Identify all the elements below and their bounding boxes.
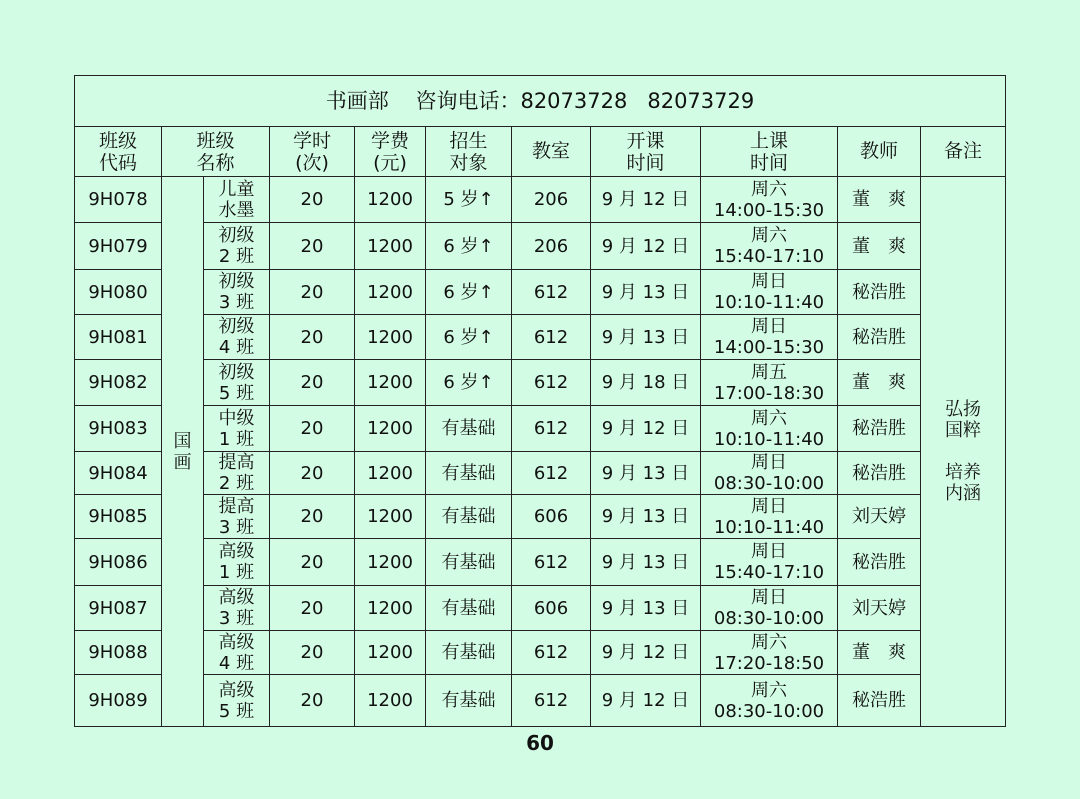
cell-target: 有基础 <box>426 586 512 631</box>
cell-hours: 20 <box>270 452 355 495</box>
cell-room: 612 <box>512 631 591 675</box>
table-row <box>75 631 1006 675</box>
page-number: 60 <box>526 731 554 755</box>
cell-start: 9 月 13 日 <box>591 452 701 495</box>
cell-code: 9H085 <box>75 495 162 539</box>
table-row <box>75 539 1006 586</box>
cell-room: 612 <box>512 452 591 495</box>
cell-teacher: 秘浩胜 <box>838 315 921 360</box>
cell-hours: 20 <box>270 177 355 223</box>
cell-name: 提高 2 班 <box>204 452 270 495</box>
cell-code: 9H078 <box>75 177 162 223</box>
cell-target: 5 岁↑ <box>426 177 512 223</box>
cell-target: 6 岁↑ <box>426 223 512 270</box>
table-row <box>75 315 1006 360</box>
col-header-remark: 备注 <box>921 127 1006 177</box>
cell-room: 612 <box>512 675 591 727</box>
cell-code: 9H084 <box>75 452 162 495</box>
cell-fee: 1200 <box>355 586 426 631</box>
cell-target: 6 岁↑ <box>426 360 512 406</box>
cell-start: 9 月 13 日 <box>591 315 701 360</box>
cell-hours: 20 <box>270 270 355 315</box>
col-header-room: 教室 <box>512 127 591 177</box>
col-header-name: 班级 名称 <box>162 127 270 177</box>
cell-name: 儿童 水墨 <box>204 177 270 223</box>
cell-time: 周六 15:40-17:10 <box>701 223 838 270</box>
cell-start: 9 月 12 日 <box>591 675 701 727</box>
table-row <box>75 452 1006 495</box>
cell-teacher: 董 爽 <box>838 223 921 270</box>
cell-teacher: 秘浩胜 <box>838 406 921 452</box>
cell-code: 9H083 <box>75 406 162 452</box>
cell-teacher: 秘浩胜 <box>838 452 921 495</box>
cell-fee: 1200 <box>355 360 426 406</box>
cell-room: 612 <box>512 406 591 452</box>
cell-name: 初级 2 班 <box>204 223 270 270</box>
cell-target: 6 岁↑ <box>426 270 512 315</box>
cell-room: 612 <box>512 270 591 315</box>
cell-time: 周日 10:10-11:40 <box>701 495 838 539</box>
col-header-target: 招生 对象 <box>426 127 512 177</box>
table-row <box>75 495 1006 539</box>
cell-fee: 1200 <box>355 539 426 586</box>
cell-room: 612 <box>512 315 591 360</box>
cell-fee: 1200 <box>355 495 426 539</box>
table-row <box>75 177 1006 223</box>
cell-fee: 1200 <box>355 270 426 315</box>
col-header-hours: 学时 (次) <box>270 127 355 177</box>
col-header-start: 开课 时间 <box>591 127 701 177</box>
cell-teacher: 秘浩胜 <box>838 675 921 727</box>
cell-name: 中级 1 班 <box>204 406 270 452</box>
cell-fee: 1200 <box>355 452 426 495</box>
cell-hours: 20 <box>270 675 355 727</box>
cell-start: 9 月 18 日 <box>591 360 701 406</box>
cell-time: 周六 08:30-10:00 <box>701 675 838 727</box>
table-title <box>75 76 1006 127</box>
category-cell: 国 画 <box>162 177 204 727</box>
col-header-time: 上课 时间 <box>701 127 838 177</box>
cell-teacher: 刘天婷 <box>838 495 921 539</box>
cell-start: 9 月 13 日 <box>591 495 701 539</box>
table-row <box>75 360 1006 406</box>
header-row <box>75 127 1006 177</box>
cell-hours: 20 <box>270 223 355 270</box>
cell-code: 9H088 <box>75 631 162 675</box>
consult-phone: 咨询电话：82073728 <box>415 88 628 113</box>
col-header-fee: 学费 (元) <box>355 127 426 177</box>
cell-name: 高级 5 班 <box>204 675 270 727</box>
cell-target: 有基础 <box>426 406 512 452</box>
cell-target: 有基础 <box>426 495 512 539</box>
cell-fee: 1200 <box>355 315 426 360</box>
cell-code: 9H080 <box>75 270 162 315</box>
cell-name: 高级 1 班 <box>204 539 270 586</box>
cell-name: 初级 4 班 <box>204 315 270 360</box>
cell-name: 初级 5 班 <box>204 360 270 406</box>
cell-target: 有基础 <box>426 452 512 495</box>
cell-start: 9 月 12 日 <box>591 631 701 675</box>
cell-start: 9 月 12 日 <box>591 223 701 270</box>
cell-time: 周日 08:30-10:00 <box>701 586 838 631</box>
cell-start: 9 月 12 日 <box>591 406 701 452</box>
cell-fee: 1200 <box>355 675 426 727</box>
cell-code: 9H087 <box>75 586 162 631</box>
cell-time: 周日 15:40-17:10 <box>701 539 838 586</box>
cell-room: 606 <box>512 586 591 631</box>
cell-target: 6 岁↑ <box>426 315 512 360</box>
cell-teacher: 董 爽 <box>838 360 921 406</box>
cell-code: 9H079 <box>75 223 162 270</box>
cell-name: 高级 3 班 <box>204 586 270 631</box>
cell-start: 9 月 13 日 <box>591 270 701 315</box>
table-row <box>75 675 1006 727</box>
table-body <box>75 177 1006 727</box>
cell-fee: 1200 <box>355 631 426 675</box>
cell-time: 周六 10:10-11:40 <box>701 406 838 452</box>
cell-teacher: 董 爽 <box>838 177 921 223</box>
cell-hours: 20 <box>270 586 355 631</box>
cell-time: 周六 17:20-18:50 <box>701 631 838 675</box>
department-name: 书画部 <box>325 88 389 113</box>
cell-name: 初级 3 班 <box>204 270 270 315</box>
class-schedule-table <box>74 75 1006 727</box>
cell-room: 206 <box>512 177 591 223</box>
cell-teacher: 秘浩胜 <box>838 539 921 586</box>
cell-teacher: 董 爽 <box>838 631 921 675</box>
cell-room: 612 <box>512 360 591 406</box>
cell-hours: 20 <box>270 539 355 586</box>
cell-time: 周日 10:10-11:40 <box>701 270 838 315</box>
cell-hours: 20 <box>270 360 355 406</box>
cell-hours: 20 <box>270 631 355 675</box>
table-row <box>75 223 1006 270</box>
cell-code: 9H081 <box>75 315 162 360</box>
cell-code: 9H082 <box>75 360 162 406</box>
cell-room: 206 <box>512 223 591 270</box>
col-header-code: 班级 代码 <box>75 127 162 177</box>
cell-time: 周五 17:00-18:30 <box>701 360 838 406</box>
cell-start: 9 月 13 日 <box>591 539 701 586</box>
cell-room: 606 <box>512 495 591 539</box>
cell-code: 9H089 <box>75 675 162 727</box>
cell-target: 有基础 <box>426 675 512 727</box>
cell-hours: 20 <box>270 315 355 360</box>
cell-teacher: 秘浩胜 <box>838 270 921 315</box>
cell-room: 612 <box>512 539 591 586</box>
cell-time: 周日 08:30-10:00 <box>701 452 838 495</box>
table-row <box>75 586 1006 631</box>
cell-fee: 1200 <box>355 406 426 452</box>
cell-start: 9 月 13 日 <box>591 586 701 631</box>
cell-start: 9 月 12 日 <box>591 177 701 223</box>
cell-target: 有基础 <box>426 631 512 675</box>
table-row <box>75 270 1006 315</box>
cell-teacher: 刘天婷 <box>838 586 921 631</box>
cell-time: 周日 14:00-15:30 <box>701 315 838 360</box>
cell-name: 高级 4 班 <box>204 631 270 675</box>
col-header-teacher: 教师 <box>838 127 921 177</box>
cell-name: 提高 3 班 <box>204 495 270 539</box>
remark-cell: 弘扬 国粹 培养 内涵 <box>921 177 1006 727</box>
cell-hours: 20 <box>270 406 355 452</box>
cell-code: 9H086 <box>75 539 162 586</box>
cell-fee: 1200 <box>355 223 426 270</box>
consult-phone-2: 82073729 <box>647 88 755 113</box>
table-row <box>75 406 1006 452</box>
cell-hours: 20 <box>270 495 355 539</box>
cell-target: 有基础 <box>426 539 512 586</box>
cell-time: 周六 14:00-15:30 <box>701 177 838 223</box>
cell-fee: 1200 <box>355 177 426 223</box>
